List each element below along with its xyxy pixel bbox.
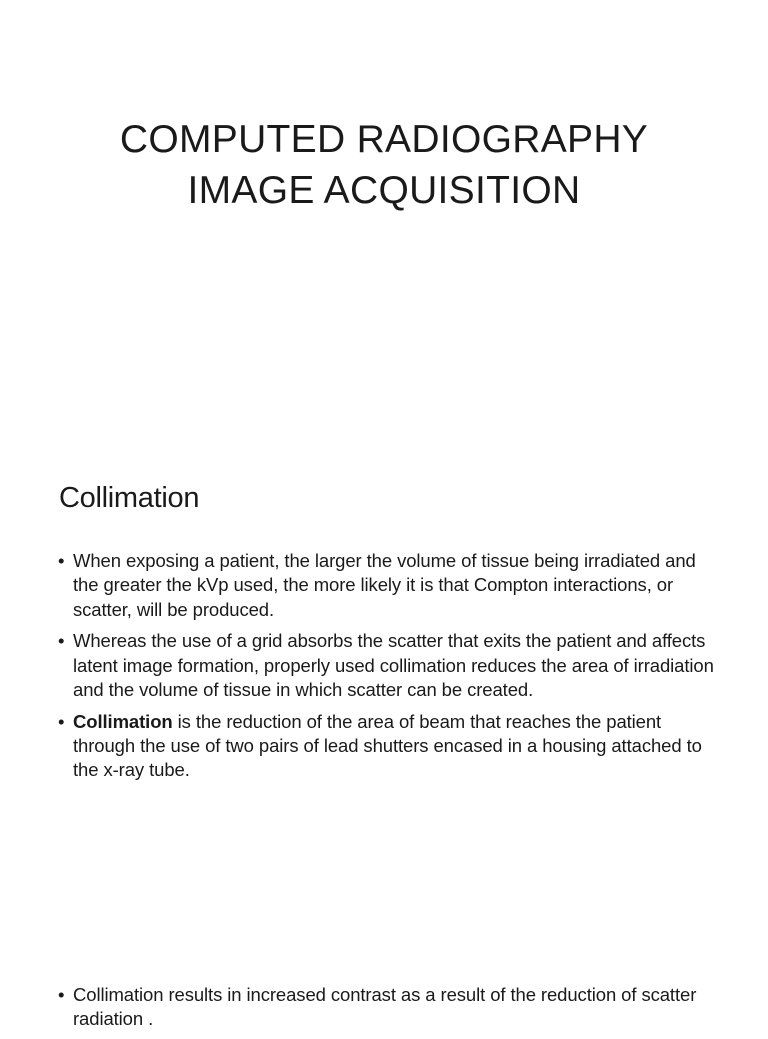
bullet-list-lower xyxy=(58,983,718,1039)
slide-title-line-2: IMAGE ACQUISITION xyxy=(187,169,581,212)
bullet-list xyxy=(58,549,718,790)
bullet-bold-term: Collimation xyxy=(73,710,173,732)
slide-title xyxy=(0,114,768,216)
title-slide xyxy=(0,0,768,432)
bullet-item xyxy=(58,710,718,783)
bullet-item xyxy=(58,983,718,1032)
slide-title-line-1: COMPUTED RADIOGRAPHY xyxy=(119,118,649,161)
bullet-text: is the reduction of the area of beam that reaches the patient through the use of two pairs of lead shutters encased in a housing attached to the x-ray tube. xyxy=(73,710,702,781)
slide-heading: Collimation xyxy=(59,482,200,514)
bullet-text: When exposing a patient, the larger the volume of tissue being irradiated and the greater the kVp used, the more likely it is that Compton interactions, or scatter, will be produced. xyxy=(73,550,696,620)
bullet-item xyxy=(58,549,718,622)
bullet-text: Whereas the use of a grid absorbs the scatter that exits the patient and affects latent image formation, properly used collimation reduces the area of irradiation and the volume of tissue in which scatter can be created. xyxy=(73,630,714,700)
collimation-slide xyxy=(0,432,768,1030)
bullet-item xyxy=(58,629,718,702)
bullet-text: Collimation results in increased contrast as a result of the reduction of scatter radiation . xyxy=(73,984,697,1030)
